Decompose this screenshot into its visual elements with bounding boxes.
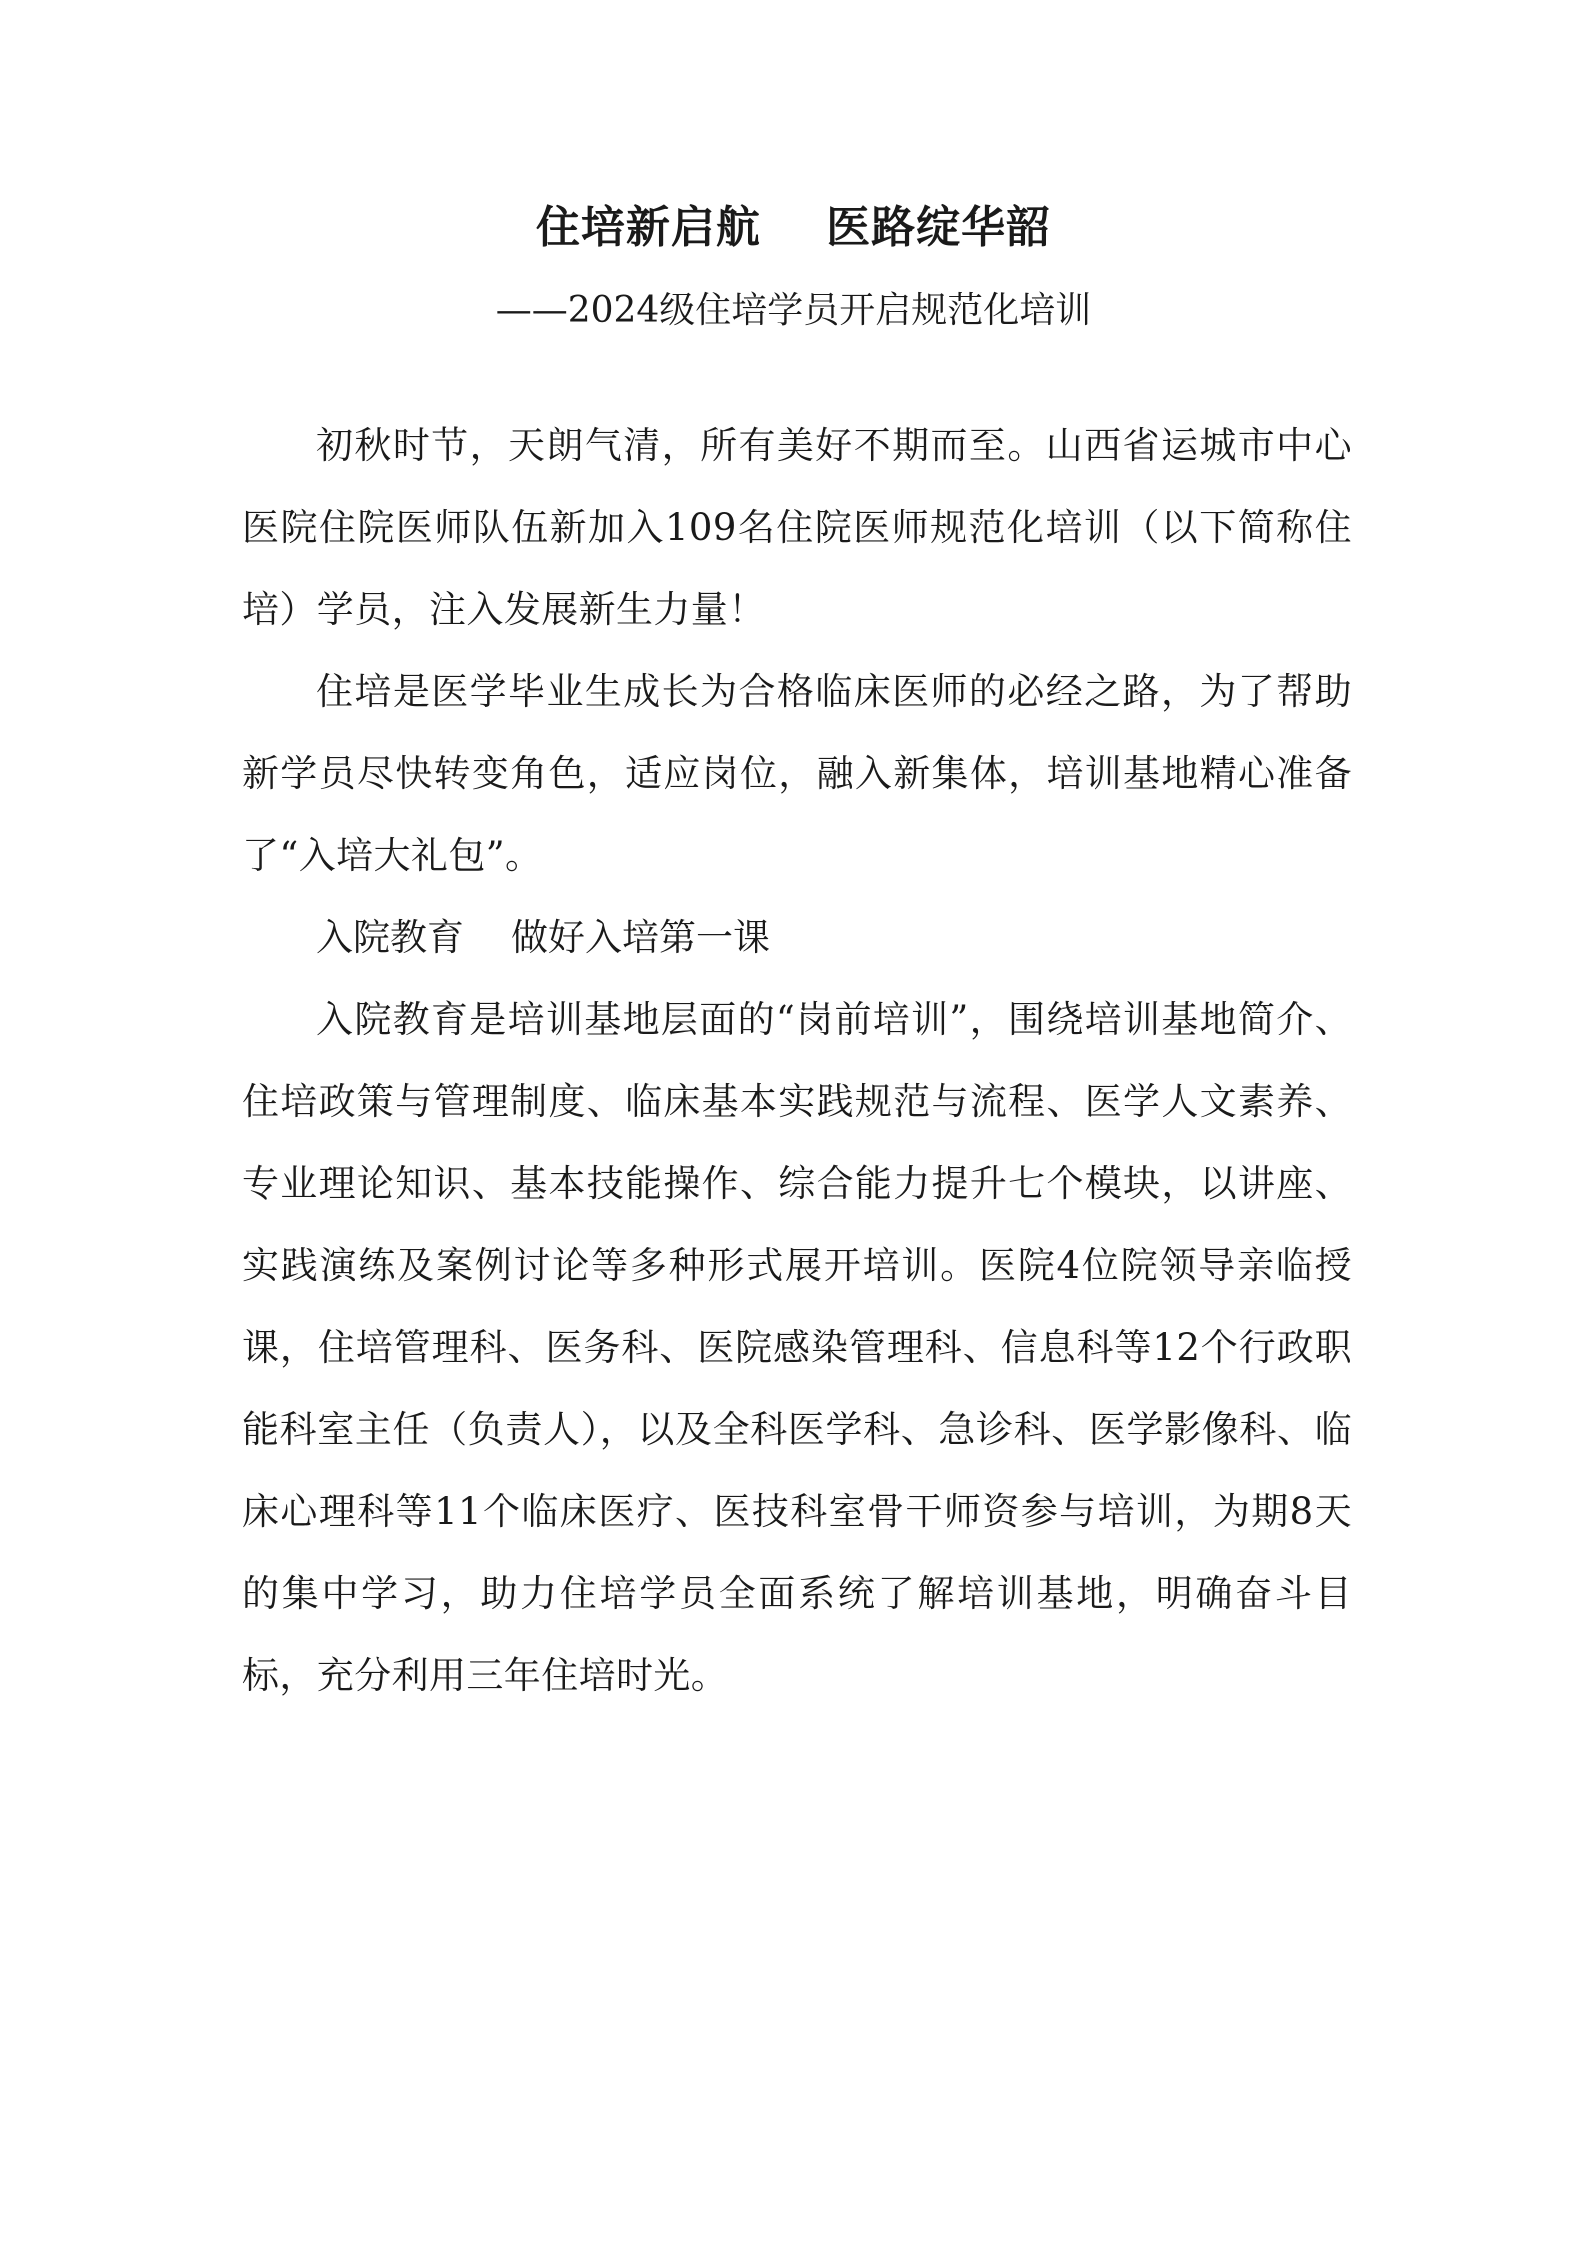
paragraph-intro: 初秋时节，天朗气清，所有美好不期而至。山西省运城市中心医院住院医师队伍新加入109名住院医师规范化培训（以下简称住培）学员，注入发展新生力量！ [242, 424, 1352, 631]
document-title: 住培新启航 医路绽华韶 [535, 202, 1052, 253]
section-heading: 入院教育 做好入培第一课 [316, 916, 771, 959]
document-subtitle: ——2024级住培学员开启规范化培训 [495, 290, 1092, 331]
paragraph-orientation: 入院教育是培训基地层面的“岗前培训”，围绕培训基地简介、住培政策与管理制度、临床基本实践规范与流程、医学人文素养、专业理论知识、基本技能操作、综合能力提升七个模块，以讲座、实践演练及案例讨论等多种形式展开培训。医院4位院领导亲临授课，住培管理科、医务科、医院感染管理科、信息科等12个行政职能科室主任（负责人），以及全科医学科、急诊科、医学影像科、临床心理科等11个临床医疗、医技科室骨干师资参与培训，为期8天的集中学习，助力住培学员全面系统了解培训基地，明确奋斗目标，充分利用三年住培时光。 [242, 998, 1352, 1697]
paragraph-purpose: 住培是医学毕业生成长为合格临床医师的必经之路，为了帮助新学员尽快转变角色，适应岗位，融入新集体，培训基地精心准备了“入培大礼包”。 [242, 670, 1352, 877]
document-body [242, 405, 1352, 1717]
